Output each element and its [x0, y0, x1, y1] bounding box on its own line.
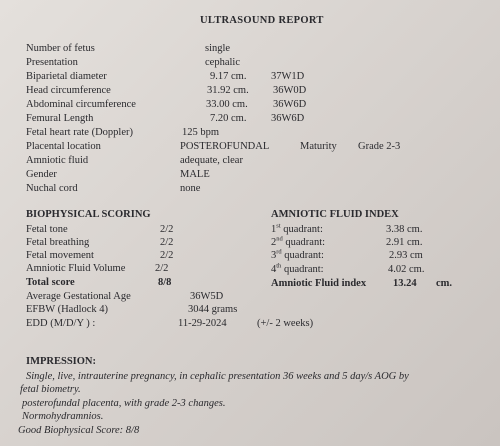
afi-heading: AMNIOTIC FLUID INDEX: [271, 209, 399, 220]
value-placental-location: POSTEROFUNDAL: [180, 141, 270, 152]
value-fetal-breathing: 2/2: [160, 237, 174, 248]
afi-index-value: 13.24: [393, 278, 417, 289]
value-efbw: 3044 grams: [188, 304, 238, 315]
value-fetal-tone: 2/2: [160, 224, 174, 235]
label-maturity: Maturity: [300, 141, 337, 152]
value-maturity: Grade 2-3: [358, 141, 401, 152]
value-femural-length: 7.20 cm.: [210, 113, 247, 124]
label-presentation: Presentation: [26, 57, 78, 68]
afi-quadrant-4-value: 4.02 cm.: [388, 264, 425, 275]
value-head-circumference: 31.92 cm.: [207, 85, 249, 96]
afi-quadrant-2-label: 2nd quadrant:: [271, 235, 326, 248]
age-femural-length: 36W6D: [271, 113, 305, 124]
label-abdominal-circumference: Abdominal circumference: [26, 99, 136, 110]
impression-line-3: posterofundal placenta, with grade 2-3 changes.: [22, 398, 226, 409]
value-gender: MALE: [180, 169, 210, 180]
afi-quadrant-2-value: 2.91 cm.: [386, 237, 423, 248]
age-biparietal-diameter: 37W1D: [271, 71, 305, 82]
biophysical-heading: BIOPHYSICAL SCORING: [26, 209, 151, 220]
label-fetal-tone: Fetal tone: [26, 224, 68, 235]
label-nuchal-cord: Nuchal cord: [26, 183, 78, 194]
value-edd: 11-29-2024: [178, 318, 227, 329]
label-amniotic-fluid: Amniotic fluid: [26, 155, 89, 166]
age-head-circumference: 36W0D: [273, 85, 307, 96]
afi-quadrant-4-label: 4th quadrant:: [271, 262, 324, 275]
age-abdominal-circumference: 36W6D: [273, 99, 307, 110]
label-placental-location: Placental location: [26, 141, 101, 152]
impression-heading: IMPRESSION:: [26, 356, 97, 367]
label-fetal-breathing: Fetal breathing: [26, 237, 90, 248]
label-gender: Gender: [26, 169, 57, 180]
afi-quadrant-1-label: 1st quadrant:: [271, 222, 323, 235]
afi-quadrant-3-value: 2.93 cm: [389, 250, 423, 261]
afi-quadrant-3-label: 3rd quadrant:: [271, 248, 324, 261]
value-biparietal-diameter: 9.17 cm.: [210, 71, 247, 82]
impression-line-1: Single, live, intrauterine pregnancy, in cephalic presentation 36 weeks and 5 day/s AOG by: [26, 371, 409, 382]
value-nuchal-cord: none: [180, 183, 201, 194]
label-biparietal-diameter: Biparietal diameter: [26, 71, 107, 82]
value-number-of-fetus: single: [205, 43, 231, 54]
label-efbw: EFBW (Hadlock 4): [26, 304, 109, 315]
label-fetal-heart-rate: Fetal heart rate (Doppler): [26, 127, 133, 138]
label-head-circumference: Head circumference: [26, 85, 111, 96]
value-fetal-heart-rate: 125 bpm: [182, 127, 220, 138]
label-fetal-movement: Fetal movement: [26, 250, 94, 261]
impression-line-4: Normohydramnios.: [22, 411, 104, 422]
value-amniotic-fluid: adequate, clear: [180, 155, 243, 166]
label-average-gestational-age: Average Gestational Age: [26, 291, 131, 302]
value-presentation: cephalic: [205, 57, 240, 68]
value-total-score: 8/8: [158, 277, 172, 288]
impression-line-5: Good Biophysical Score: 8/8: [18, 425, 140, 436]
afi-index-label: Amniotic Fluid index: [271, 278, 367, 289]
value-abdominal-circumference: 33.00 cm.: [206, 99, 248, 110]
label-femural-length: Femural Length: [26, 113, 94, 124]
value-amniotic-fluid-volume: 2/2: [155, 263, 169, 274]
impression-line-2: fetal biometry.: [20, 384, 81, 395]
edd-note: (+/- 2 weeks): [257, 318, 314, 329]
report-title: ULTRASOUND REPORT: [200, 15, 324, 26]
value-average-gestational-age: 36W5D: [190, 291, 224, 302]
label-edd: EDD (M/D/Y ) :: [26, 318, 96, 329]
label-amniotic-fluid-volume: Amniotic Fluid Volume: [26, 263, 126, 274]
value-fetal-movement: 2/2: [160, 250, 174, 261]
label-number-of-fetus: Number of fetus: [26, 43, 95, 54]
afi-index-unit: cm.: [436, 278, 453, 289]
afi-quadrant-1-value: 3.38 cm.: [386, 224, 423, 235]
label-total-score: Total score: [26, 277, 75, 288]
